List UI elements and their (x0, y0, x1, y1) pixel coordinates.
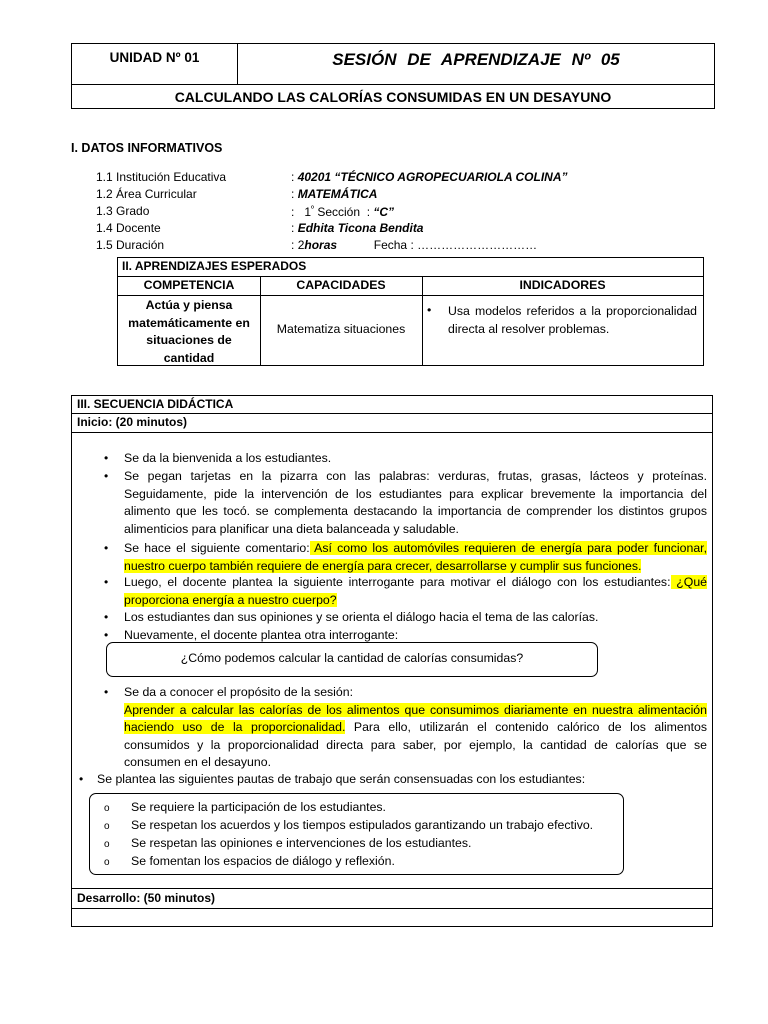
pauta-marker: o (104, 857, 110, 868)
pauta-item-1: Se requiere la participación de los estudiantes. (131, 800, 386, 814)
indicador-bullet: • (427, 303, 432, 317)
datos-label-2: 1.2 Área Curricular (96, 187, 197, 201)
aprendizajes-heading: II. APRENDIZAJES ESPERADOS (122, 259, 307, 273)
inicio-label: Inicio: (20 minutos) (77, 415, 188, 429)
inicio-item-1: Se da la bienvenida a los estudiantes. (124, 451, 332, 465)
datos-label-5: 1.5 Duración (96, 238, 165, 252)
header-table (71, 43, 715, 109)
pauta-item-3: Se respetan las opiniones e intervenciones de los estudiantes. (131, 836, 472, 850)
competencia-text: Actúa y piensa matemáticamente en situaciones de cantidad (128, 298, 250, 365)
indicador-text: Usa modelos referidos a la proporcionalidad directa al resolver problemas. (448, 304, 697, 336)
col-capacidades: CAPACIDADES (296, 278, 386, 292)
pauta-item-2: Se respetan los acuerdos y los tiempos estipulados garantizando un trabajo efectivo. (131, 818, 594, 832)
inicio-item-7: Se da a conocer el propósito de la sesión: Aprender a calcular las calorías de los alimentos que consumimos diariamente en nuestra alimentación haciendo uso de la proporcionalidad. Para ello, utilizarán el contenido calórico de los alimentos consumidos y la proporcionalidad directa para saber, por ejemplo, la cantidad de calorías que se consumen en el desayuno. (124, 685, 708, 769)
datos-label-1: 1.1 Institución Educativa (96, 170, 227, 184)
pauta-item-4: Se fomentan los espacios de diálogo y reflexión. (131, 854, 395, 868)
datos-value-5: : 2horas Fecha : ………………………… (291, 238, 538, 252)
bullet-marker: • (104, 451, 109, 465)
capacidad-text: Matematiza situaciones (276, 322, 406, 336)
pauta-marker: o (104, 821, 110, 832)
inicio-item-4: Luego, el docente plantea la siguiente interrogante para motivar el diálogo con los estudiantes: ¿Qué proporciona energía a nuestro cuerpo? (124, 575, 708, 607)
secuencia-table (71, 395, 713, 927)
question-box (106, 642, 598, 677)
bullet-marker: • (104, 575, 109, 589)
datos-value-3: : $1^º$ Sección : “C” (291, 204, 395, 219)
bullet-marker: • (104, 685, 109, 699)
sesion-title: SESIÓN DE APRENDIZAJE Nº 05 (238, 44, 714, 85)
page-title: CALCULANDO LAS CALORÍAS CONSUMIDAS EN UN DESAYUNO (174, 89, 612, 105)
col-indicadores: INDICADORES (519, 278, 606, 292)
datos-heading: I. DATOS INFORMATIVOS (71, 141, 223, 155)
question-text: ¿Cómo podemos calcular la cantidad de calorías consumidas? (180, 651, 524, 665)
pauta-marker: o (104, 839, 110, 850)
pauta-marker: o (104, 803, 110, 814)
secuencia-heading: III. SECUENCIA DIDÁCTICA (77, 397, 234, 411)
inicio-item-5: Los estudiantes dan sus opiniones y se orienta el diálogo hacia el tema de las calorías. (124, 610, 599, 624)
inicio-item-2: Se pegan tarjetas en la pizarra con las palabras: verduras, frutas, grasas, lácteos y proteínas. Seguidamente, pide la intervención de los estudiantes para explicar brevemente la importancia del alimento que les tocó. se complementa destacando la importancia de comprender los distintos grupos alimenticios para planificar una dieta balanceada y saludable. (124, 469, 707, 536)
desarrollo-label: Desarrollo: (50 minutos) (77, 891, 216, 905)
bullet-marker: • (104, 541, 109, 555)
unidad-label: UNIDAD Nº 01 (72, 44, 238, 85)
bullet-marker: • (79, 772, 84, 786)
inicio-item-8: Se plantea las siguientes pautas de trabajo que serán consensuadas con los estudiantes: (97, 772, 586, 786)
col-competencia: COMPETENCIA (143, 278, 235, 292)
datos-value-4: : Edhita Ticona Bendita (291, 221, 424, 235)
bullet-marker: • (104, 610, 109, 624)
datos-label-4: 1.4 Docente (96, 221, 161, 235)
inicio-item-6: Nuevamente, el docente plantea otra interrogante: (124, 628, 399, 642)
pautas-box (89, 793, 624, 875)
datos-value-1: : 40201 “TÉCNICO AGROPECUARIOLA COLINA” (291, 170, 568, 184)
datos-value-2: : MATEMÁTICA (291, 187, 378, 201)
aprendizajes-table (117, 257, 704, 366)
inicio-item-3: Se hace el siguiente comentario: Así como los automóviles requieren de energía para poder funcionar, nuestro cuerpo también requiere de energía para crecer, desarrollarse y cumplir sus funciones. (124, 541, 707, 573)
bullet-marker: • (104, 469, 109, 483)
datos-label-3: 1.3 Grado (96, 204, 150, 218)
bullet-marker: • (104, 628, 109, 642)
